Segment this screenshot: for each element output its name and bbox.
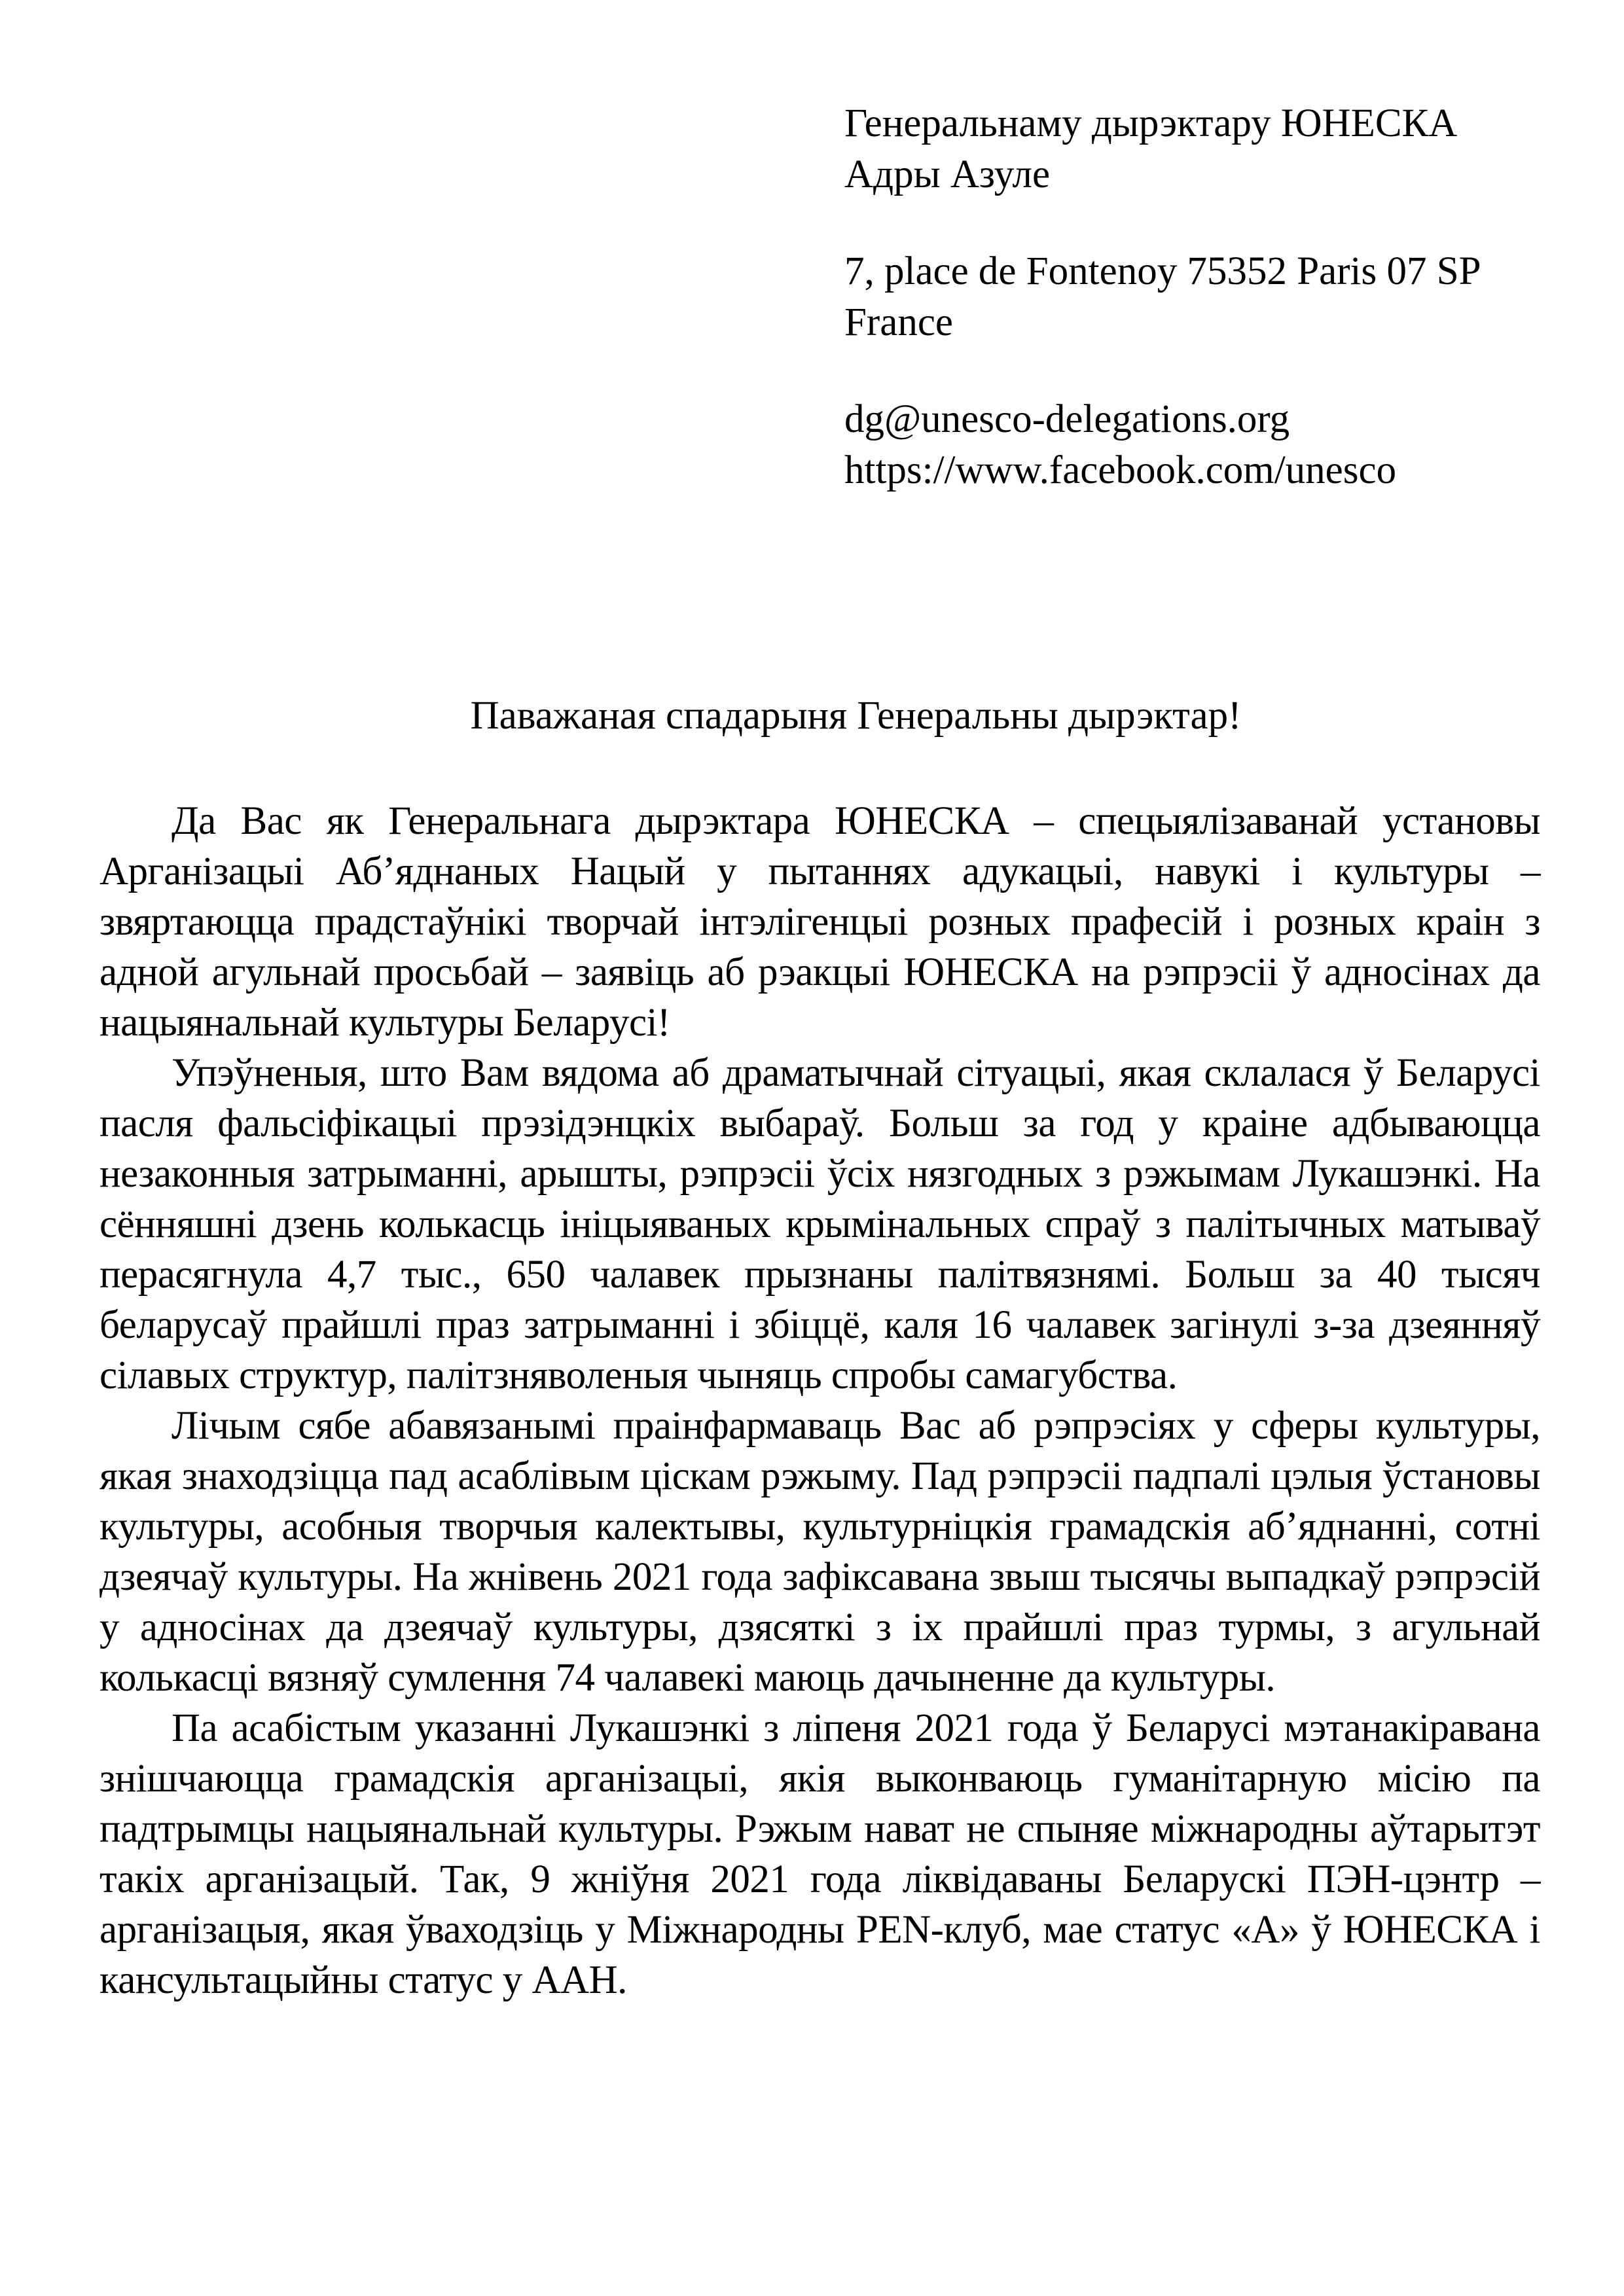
body-paragraph-2: Упэўненыя, што Вам вядома аб драматычнай сітуацыі, якая склалася ў Беларусі пасля фальсіфікацыі прэзідэнцкіх выбараў. Больш за год у краіне адбываюцца незаконныя затрыманні, арышты, рэпрэсіі ўсіх нязгодных з рэжымам Лукашэнкі. На сённяшні дзень колькасць ініцыяваных крымінальных спраў з палітычных матываў перасягнула 4,7 тыс., 650 чалавек прызнаны палітвязнямі. Больш за 40 тысяч беларусаў прайшлі праз затрыманні і збіццё, каля 16 чалавек загінулі з-за дзеянняў сілавых структур, палітзняволеныя чыняць спробы самагубства. — [99, 1051, 1540, 1397]
recipient-name-line: Адры Азуле — [844, 152, 1051, 196]
letter-body — [99, 796, 1540, 2005]
recipient-addressee — [844, 98, 1481, 200]
recipient-contacts — [844, 394, 1481, 496]
recipient-facebook-url: https://www.facebook.com/unesco — [844, 448, 1397, 492]
recipient-country-line: France — [844, 300, 953, 344]
recipient-address-block — [844, 98, 1481, 542]
salutation-line: Паважаная спадарыня Генеральны дырэктар! — [470, 694, 1242, 738]
body-paragraph-1: Да Вас як Генеральнага дырэктара ЮНЕСКА – спецыялізаванай установы Арганізацыі Аб’яднаных Нацый у пытаннях адукацыі, навукі і культуры – звяртаюцца прадстаўнікі творчай інтэлігенцыі розных прафесій і розных краін з адной агульнай просьбай – заявіць аб рэакцыі ЮНЕСКА на рэпрэсіі ў адносінах да нацыянальнай культуры Беларусі! — [99, 799, 1540, 1045]
recipient-street-line: 7, place de Fontenoy 75352 Paris 07 SP — [844, 249, 1481, 293]
recipient-email: dg@unesco-delegations.org — [844, 397, 1290, 441]
body-paragraph-4: Па асабістым указанні Лукашэнкі з ліпеня 2021 года ў Беларусі мэтанакіравана знішчаюцца грамадскія арганізацыі, якія выконваюць гуманітарную місію па падтрымцы нацыянальнай культуры. Рэжым нават не спыняе міжнародны аўтарытэт такіх арганізацый. Так, 9 жніўня 2021 года ліквідаваны Беларускі ПЭН-цэнтр – арганізацыя, якая ўваходзіць у Міжнародны PEN-клуб, мае статус «А» ў ЮНЕСКА і кансультацыйны статус у ААН. — [99, 1706, 1540, 2002]
body-paragraph-3: Лічым сябе абавязанымі праінфармаваць Вас аб рэпрэсіях у сферы культуры, якая знаходзіцца пад асаблівым ціскам рэжыму. Пад рэпрэсіі падпалі цэлыя ўстановы культуры, асобныя творчыя калектывы, культурніцкія грамадскія аб’яднанні, сотні дзеячаў культуры. На жнівень 2021 года зафіксавана звыш тысячы выпадкаў рэпрэсій у адносінах да дзеячаў культуры, дзясяткі з іх прайшлі праз турмы, з агульнай колькасці вязняў сумлення 74 чалавекі маюць дачыненне да культуры. — [99, 1404, 1540, 1700]
recipient-postal-address — [844, 246, 1481, 348]
recipient-title-line: Генеральнаму дырэктару ЮНЕСКА — [844, 101, 1458, 145]
